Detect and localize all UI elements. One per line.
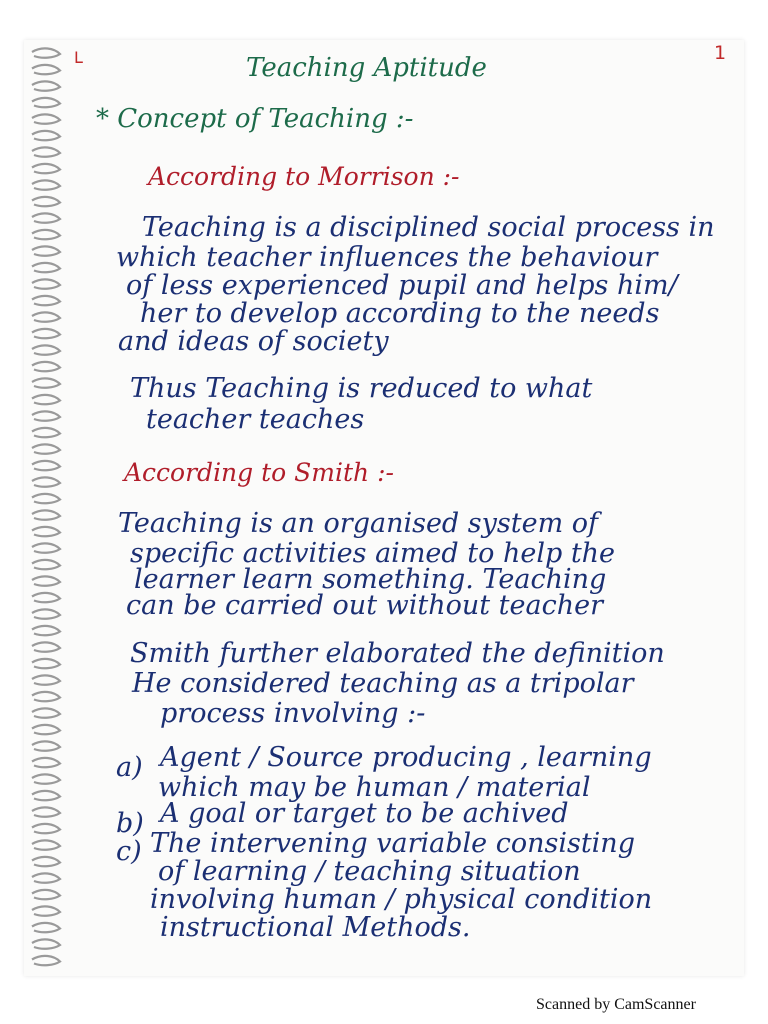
morrison-line-5: and ideas of society	[118, 326, 389, 357]
spiral-coil	[32, 626, 60, 635]
spiral-coil	[32, 230, 60, 239]
spiral-coil	[32, 164, 60, 173]
spiral-coil	[32, 906, 60, 915]
spiral-coil	[32, 873, 60, 882]
spiral-coil	[32, 345, 60, 354]
spiral-coil	[32, 477, 60, 486]
spiral-coil	[32, 362, 60, 371]
spiral-coil	[32, 296, 60, 305]
spiral-coil	[32, 411, 60, 420]
spiral-coil	[32, 692, 60, 701]
morrison-line-1: Teaching is a disciplined social process in	[142, 212, 715, 243]
spiral-coil	[32, 708, 60, 717]
scanner-watermark: Scanned by CamScanner	[536, 996, 696, 1013]
corner-mark: ᒪ	[74, 48, 83, 67]
section-heading: * Concept of Teaching :-	[96, 104, 414, 134]
spiral-coil	[32, 741, 60, 750]
smith-further-line-1: Smith further elaborated the definition	[130, 638, 665, 669]
list-marker-a: a)	[116, 752, 143, 783]
spiral-coil	[32, 461, 60, 470]
spiral-coil	[32, 378, 60, 387]
spiral-coil	[32, 543, 60, 552]
spiral-coil	[32, 758, 60, 767]
spiral-coil	[32, 527, 60, 536]
spiral-coil	[32, 114, 60, 123]
spiral-coil	[32, 428, 60, 437]
spiral-coil	[32, 81, 60, 90]
spiral-coil	[32, 939, 60, 948]
spiral-coil	[32, 312, 60, 321]
list-a-line-1: Agent / Source producing , learning	[160, 742, 652, 773]
spiral-coil	[32, 774, 60, 783]
spiral-coil	[32, 279, 60, 288]
list-c-line-3: involving human / physical condition	[150, 884, 653, 915]
spiral-coil	[32, 725, 60, 734]
spiral-coil	[32, 263, 60, 272]
spiral-coil	[32, 923, 60, 932]
morrison-thus-line-2: teacher teaches	[146, 404, 365, 435]
list-marker-c: c)	[116, 836, 142, 867]
smith-line-4: can be carried out without teacher	[126, 590, 604, 621]
spiral-coil	[32, 956, 60, 965]
spiral-coil	[32, 329, 60, 338]
smith-further-line-2: He considered teaching as a tripolar	[132, 668, 634, 699]
list-marker-b: b)	[116, 808, 144, 839]
spiral-coil	[32, 791, 60, 800]
list-b-line-1: A goal or target to be achived	[160, 798, 569, 829]
spiral-coil	[32, 593, 60, 602]
smith-line-1: Teaching is an organised system of	[118, 508, 599, 539]
morrison-line-2: which teacher influences the behaviour	[116, 242, 658, 273]
page-number: 1	[714, 42, 727, 64]
spiral-coil	[32, 131, 60, 140]
morrison-thus-line-1: Thus Teaching is reduced to what	[130, 373, 593, 404]
spiral-coil	[32, 246, 60, 255]
spiral-coil	[32, 65, 60, 74]
spiral-binding	[28, 46, 64, 976]
spiral-coil	[32, 98, 60, 107]
smith-line-2: specific activities aimed to help the	[130, 538, 616, 569]
spiral-coil	[32, 395, 60, 404]
list-c-line-1: The intervening variable consisting	[150, 828, 635, 859]
spiral-coil	[32, 494, 60, 503]
list-c-line-2: of learning / teaching situation	[158, 856, 581, 887]
spiral-coil	[32, 147, 60, 156]
page-title: Teaching Aptitude	[246, 53, 487, 83]
spiral-coil	[32, 213, 60, 222]
spiral-coil	[32, 180, 60, 189]
spiral-coil	[32, 824, 60, 833]
spiral-coil	[32, 642, 60, 651]
spiral-coil	[32, 857, 60, 866]
smith-further-line-3: process involving :-	[160, 698, 426, 729]
spiral-coil	[32, 444, 60, 453]
spiral-coil	[32, 890, 60, 899]
spiral-coil	[32, 560, 60, 569]
spiral-coil	[32, 807, 60, 816]
list-a-line-2: which may be human / material	[158, 772, 591, 803]
spiral-coil	[32, 510, 60, 519]
morrison-line-3: of less experienced pupil and helps him/	[126, 270, 678, 301]
spiral-coil	[32, 675, 60, 684]
spiral-coil	[32, 840, 60, 849]
spiral-coil	[32, 48, 60, 57]
smith-line-3: learner learn something. Teaching	[134, 564, 607, 595]
morrison-heading: According to Morrison :-	[148, 162, 460, 191]
smith-heading: According to Smith :-	[124, 458, 394, 487]
spiral-coil	[32, 609, 60, 618]
spiral-coil	[32, 576, 60, 585]
spiral-coil	[32, 659, 60, 668]
spiral-coil	[32, 197, 60, 206]
list-c-line-4: instructional Methods.	[160, 912, 471, 943]
morrison-line-4: her to develop according to the needs	[140, 298, 660, 329]
